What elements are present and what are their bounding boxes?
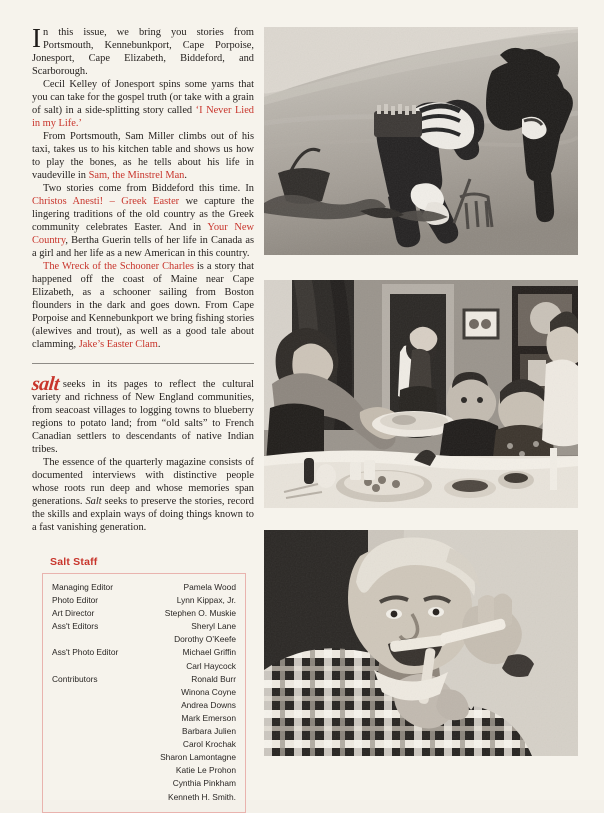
photo-family-dinner-image [264, 280, 578, 508]
drop-cap: I [32, 23, 41, 53]
staff-row [52, 738, 236, 751]
paragraph-salt-mission [30, 373, 254, 456]
staff-row [52, 725, 236, 738]
staff-name: Carol Krochak [182, 739, 236, 750]
staff-row [52, 646, 236, 659]
story-title-wreck-of-the-schooner-charles: The Wreck of the Schooner Charles [43, 261, 194, 272]
paragraph-intro-text: n this issue, we bring you stories from Portsmouth, Kennebunkport, Cape Porpoise, Jonesport, Cape Elizabeth, Biddeford, and Scarborough. [32, 27, 254, 77]
text-run: From Portsmouth, Sam Miller climbs out of his taxi, takes us to his kitchen table and shows us how to play the bones, as he tells about his life in vaudeville in [32, 131, 254, 181]
staff-row [52, 660, 236, 673]
staff-heading: Salt Staff [50, 556, 98, 568]
paragraph-sam-miller [32, 130, 254, 182]
staff-name: Ronald Burr [191, 673, 236, 684]
story-title-sam-the-minstrel-man: Sam, the Minstrel Man [88, 170, 185, 181]
staff-name: Andrea Downs [181, 699, 236, 710]
paragraph-intro [32, 23, 254, 78]
staff-row [52, 699, 236, 712]
staff-name: Carl Haycock [186, 660, 236, 671]
staff-name: Winona Coyne [181, 686, 236, 697]
staff-section [42, 556, 246, 813]
staff-row [52, 712, 236, 725]
staff-role: Managing Editor [52, 582, 113, 592]
staff-name: Sheryl Lane [191, 621, 236, 632]
staff-row [52, 620, 236, 633]
staff-role: Contributors [52, 673, 98, 684]
photo-clammers-image [264, 27, 578, 255]
text-run: , Bertha Guerin tells of her life in Canada as a girl and her life as a new American in this country. [32, 235, 254, 259]
text-run: seeks in its pages to reflect the cultural variety and richness of New England communities, from seacoast villages to logging towns to blueberry regions to potato land; from “old salts” to French Canadian settlers to descendants of native Indian tribes. [32, 379, 254, 455]
staff-row [52, 764, 236, 777]
text-run: seeks to preserve the stories, record the skills and explain ways of doing things known to a fast vanishing generation. [32, 496, 254, 533]
staff-row [52, 673, 236, 686]
text-run: The essence of the quarterly magazine consists of documented interviews with distinctive people whose roots run deep and whose memories span generations. [32, 457, 254, 507]
paragraph-biddeford [32, 182, 254, 260]
staff-row [52, 686, 236, 699]
paragraph-schooner-charles [32, 260, 254, 351]
story-title-i-never-lied: ‘I Never Lied in my Life.’ [32, 105, 254, 129]
text-run: Cecil Kelley of Jonesport spins some yarns that you can take for the gospel truth (or take with a grain of salt) in a side-splitting story called [32, 79, 254, 116]
story-title-christos-anesti: Christos Anesti! – Greek Easter [32, 196, 180, 207]
staff-name: Sharon Lamontagne [160, 752, 236, 763]
staff-row [52, 607, 236, 620]
staff-name: Pamela Wood [183, 582, 236, 592]
staff-name: Lynn Kippax, Jr. [176, 595, 236, 606]
staff-name: Mark Emerson [181, 712, 236, 723]
text-run: Two stories come from Biddeford this time. In [43, 183, 254, 194]
story-title-your-new-country: Your New Country [32, 222, 255, 246]
staff-name: Dorothy O’Keefe [174, 634, 236, 645]
photo-family-dinner [264, 280, 578, 508]
staff-row [52, 633, 236, 646]
paragraph-salt-essence [32, 456, 254, 534]
photo-clammers [264, 27, 578, 255]
staff-role: Art Director [52, 608, 95, 619]
staff-name: Cynthia Pinkham [172, 778, 236, 789]
staff-role: Photo Editor [52, 595, 99, 606]
staff-row [52, 777, 236, 790]
staff-name: Stephen O. Muskie [164, 608, 236, 619]
section-divider [32, 363, 254, 364]
story-title-jakes-easter-clam: Jake’s Easter Clam [78, 339, 158, 350]
staff-row [52, 581, 236, 594]
staff-name: Barbara Julien [181, 726, 236, 737]
staff-name: Katie Le Prohon [175, 765, 236, 776]
text-run: is a story that happened off the coast of Maine near Cape Elizabeth, as a schooner sailing from Boston flounders in the dark and goes down. From Cape Porpoise and Kennebunkport we bring fishing stories (alewives and trout), as well as a good tale about clamming, [32, 261, 254, 350]
staff-role: Ass't Photo Editor [52, 647, 119, 658]
staff-name: Kenneth H. Smith. [168, 791, 236, 802]
article-column [30, 23, 255, 534]
text-run: we capture the lingering traditions of the old country as the Greek community celebrates Easter. And in [32, 196, 254, 233]
salt-italic-mention: Salt [85, 496, 102, 507]
staff-role: Ass't Editors [52, 621, 99, 632]
photo-man-playing-bones [264, 530, 578, 756]
staff-box [42, 573, 246, 813]
photo-man-playing-bones-image [264, 530, 578, 756]
text-run: . [184, 170, 187, 181]
staff-name: Michael Griffin [182, 647, 236, 658]
staff-row [52, 751, 236, 764]
paragraph-cecil-kelley [32, 78, 254, 130]
staff-row [52, 791, 236, 804]
staff-row [52, 594, 236, 607]
text-run: . [157, 339, 161, 350]
salt-logotype: salt [30, 373, 61, 395]
